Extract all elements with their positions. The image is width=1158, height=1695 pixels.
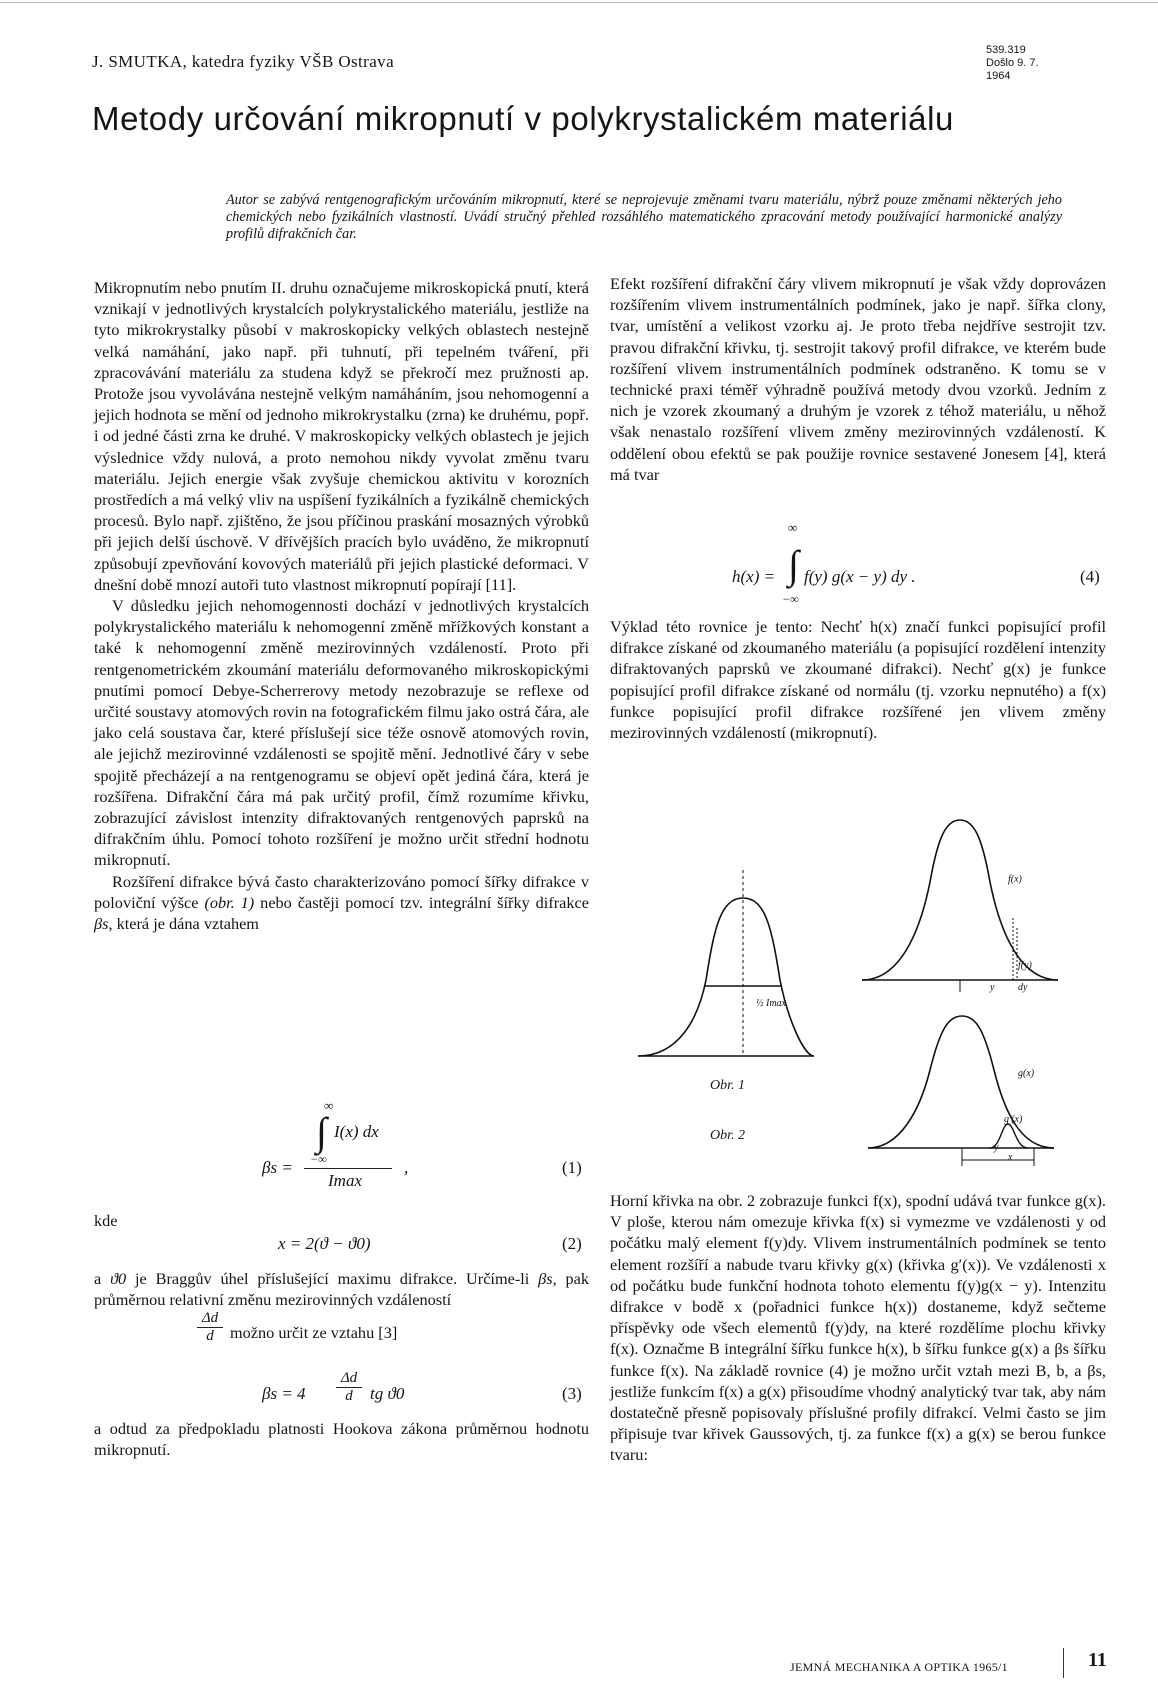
eq4-lower-limit: −∞ [782,592,799,606]
f-y-label: f(y) [1018,960,1032,971]
eq1-number: (1) [562,1158,582,1177]
udc-code: 539.319 [986,44,1026,56]
eq3-number: (3) [562,1384,582,1403]
x-label: x [1008,1152,1013,1163]
eq3-numerator: Δd [340,1370,358,1386]
figure-2-caption: Obr. 2 [710,1128,746,1143]
y-label: y [990,982,995,993]
article-title: Metody určování mikropnutí v polykrystalickém materiálu [92,100,954,137]
page-number: 11 [1088,1649,1107,1671]
integral-sign: ∫ [316,1109,327,1154]
figure-1-caption: Obr. 1 [710,1078,746,1093]
received-date: Došlo 9. 7. 1964 [986,57,1039,82]
paragraph [94,1268,589,1310]
g-x-label: g(x) [1018,1068,1035,1079]
paragraph: Horní křivka na obr. 2 zobrazuje funkci f(x), spodní udává tvar funkce g(x). V ploše, kterou nám omezuje křivka f(x) si vymezme ve vzdálenosti y od počátku malý element f(y)dy. Vlivem instrumentálních podmínek se tento element rozšíří a nabude tvaru křivky g(x) (křivka g′(x)). Ve vzdálenosti x od počátku bude funkční hodnota tohoto elementu f(y)g(x − y). Intenzitu difrakce v bodě x (pořadnici funkce h(x)) dostaneme, když sečteme příspěvky ode všech elementů f(y)dy, na které rozdělíme plochu křivky f(x). Označme B integrální šířku funkce h(x), b šířku funkce g(x) a βs šířku funkce f(x). Na základě rovnice (4) je možno určit vztah mezi B, b, a βs, jestliže funkcím f(x) a g(x) přisoudíme vhodný analytický tvar tak, aby nám dostatečně přesně popisovaly příslušné profily difrakcí. Velmi často se jim připisuje tvar křivek Gaussových, tj. za funkce f(x) a g(x) se berou funkce tvaru: [610,1191,1106,1465]
figure-2-lower [860,1000,1060,1170]
eq1-upper-limit: ∞ [324,1098,334,1113]
udc-block [986,44,1066,83]
text-run: možno určit ze vztahu [3] [230,1323,398,1342]
eq4-upper-limit: ∞ [788,520,798,535]
g-x-curve [868,1016,1054,1148]
text-run: Rozšíření difrakce bývá často charakterizováno pomocí šířky difrakce v poloviční výšce [94,871,589,912]
eq1-lhs: βs = [262,1158,293,1177]
figure-1 [636,870,816,1060]
text-run: , která je dána vztahem [108,914,259,934]
eq4-number: (4) [1080,567,1100,586]
eq3-fraction [336,1370,362,1405]
f-x-label: f(x) [1008,874,1022,885]
author-line: J. SMUTKA, katedra fyziky VŠB Ostrava [92,52,395,71]
eq1-denominator: Imax [328,1171,362,1190]
eq4-lhs: h(x) = [732,567,776,586]
delta-denominator: d [197,1327,223,1345]
eq1-fraction-bar [304,1168,392,1169]
abstract: Autor se zabývá rentgenografickým určováním mikropnutí, které se neprojevuje změnami tvaru materiálu, nýbrž pouze změnami některých jeho chemických nebo fyzikálních vlastností. Uvádí stručný přehled rozsáhlého matematického zpracování metody používající harmonické analýzy profilů difrakčních čar. [226,192,1062,242]
symbol: βs [94,914,109,934]
paragraph [94,871,589,935]
eq2: x = 2(ϑ − ϑ0) [278,1234,371,1253]
eq4-rhs: f(y) g(x − y) dy . [804,567,916,586]
g-prime-x-label: g′(x) [1004,1114,1023,1125]
figure-ref: (obr. 1) [204,892,255,912]
right-column: Efekt rozšíření difrakční čáry vlivem mikropnutí je však vždy doprovázen rozšířením vlivem instrumentálních podmínek, jako je např. šířka clony, tvar, umístění a velikost vzorku aj. Je proto třeba nejdříve sestrojit tzv. pravou difrakční křivku, tj. sestrojit takový profil difrakce, ve kterém bude rozšíření vlivem instrumentálních podmínek odstraněno. K tomu se v technické praxi téměř výhradně používá metody dvou vzorků. Jedním z nich je vzorek zkoumaný a druhým je vzorek z téhož materiálu, u něhož však nenastalo rozšíření vlivem změny mezirovinných vzdáleností. K oddělení obou efektů se pak použije rovnice sestavené Jonesem [4], která má tvar [610,274,1106,484]
paragraph: a odtud za předpokladu platnosti Hookova zákona průměrnou hodnotu mikropnutí. [94,1419,589,1460]
symbol: βs [538,1269,553,1288]
eq2-number: (2) [562,1234,582,1253]
footer-separator [1063,1648,1064,1678]
half-imax-label: ½ Imax [756,998,786,1009]
dy-label: dy [1018,982,1028,993]
symbol: ϑ0 [110,1269,127,1288]
text-run: je Braggův úhel příslušející maximu difrakce. Určíme-li [135,1269,530,1288]
text-run: a [94,1269,102,1288]
figure-1-curve [638,898,814,1056]
eq3-lhs: βs = 4 [262,1384,306,1403]
eq1-lower-limit: −∞ [310,1152,327,1166]
journal-footer: JEMNÁ MECHANIKA A OPTIKA 1965/1 [790,1660,1008,1674]
eq3-rhs: tg ϑ0 [370,1384,405,1403]
f-x-curve [862,820,1058,980]
top-rule [0,2,1158,3]
text-run: nebo častěji pomocí tzv. integrální šířky difrakce [260,892,589,912]
eq1-integrand: I(x) dx [334,1122,379,1141]
delta-numerator: Δd [201,1310,219,1326]
paragraph: Mikropnutím nebo pnutím II. druhu označujeme mikroskopická pnutí, která vznikají v jednotlivých krystalcích polykrystalického materiálu, jestliže na tyto mikrokrystalky působí v makroskopicky velkých oblastech nestejně velká namáhání, jako např. při tuhnutí, při tepelném tváření, při zpracovávání materiálu za studena když se překročí mez pružnosti ap. Protože jsou vyvolávána nestejně velkým namáháním, jsou nehomogenní a jejich hodnota se mění od jednoho mikrokrystalku (zrna) ke druhému, popř. i od jedné části zrna ke druhé. V makroskopicky velkých oblastech je jejich výslednice vždy nulová, a proto nemohou nikdy vyvolat změnu tvaru materiálu. Jejich energie však zvyšuje chemickou aktivitu v korozních prostředích a má velký vliv na uspíšení fyzikálních a fyzikálně chemických procesů. Bylo např. zjištěno, že jsou příčinou praskání mosazných výrobků při jejich delší úschově. V dřívějších pracích bylo uváděno, že mikropnutí způsobují zpevňování kovových materiálů při jejich plastické deformaci. V dnešní době mnozí autoři tuto vlastnost mikropnutí popírají [11]. [94,278,589,594]
text-run: , pak průměrnou relativní změnu mezirovinných vzdáleností [94,1269,589,1310]
kde-label: kde [94,1211,118,1230]
paragraph: Výklad této rovnice je tento: Nechť h(x) značí funkci popisující profil difrakce získané od zkoumaného materiálu (a popisující rozdělení intenzity difraktovaných paprsků ve zkoumané difrakci). Nechť g(x) je funkce popisující profil difrakce získané od normálu (tj. vzorku nepnutého) a f(x) funkce popisující profil difrakce rozšířené jen vlivem změny mezirovinných vzdáleností (mikropnutí). [610,617,1106,743]
integral-sign: ∫ [788,542,799,587]
delta-fraction [197,1310,223,1345]
eq3-denominator: d [336,1387,362,1405]
y-label: y [994,1142,999,1153]
paragraph: V důsledku jejich nehomogennosti dochází v jednotlivých krystalcích polykrystalického materiálu k nehomogenní změně mřížkových konstant a také k nehomogenní změně mezirovinných vzdáleností. Proto při rentgenometrickém zkoumání materiálu deformovaného mikroskopickými pnutími pomocí Debye-Scherrerovy metody nezobrazuje se reflexe od určité soustavy atomových rovin na fotografickém filmu jako ostrá čára, ale jako celá soustava čar, které příslušejí sice téže osnově atomových rovin, ale jejichž mezirovinné vzdálenosti se spojitě mění. Jednotlivé čáry v sebe spojitě přecházejí a na rentgenogramu se objeví opět jediná čára, která je rozšířena. Difrakční čára má pak určitý profil, čímž rozumíme křivku, zobrazující závislost intenzity difraktovaných rentgenových paprsků na difrakčním úhlu. Pomocí tohoto rozšíření je možno určit střední hodnotu mikropnutí. [94,596,589,870]
left-column [94,277,589,934]
eq1-comma: , [404,1158,409,1177]
